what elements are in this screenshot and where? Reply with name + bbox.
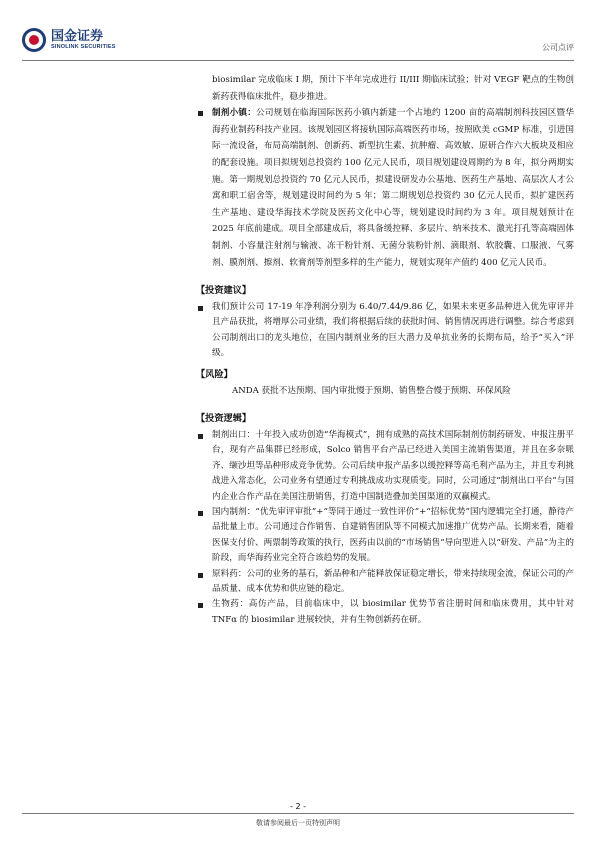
logic-item-export: 制剂出口：十年投入成功创造“华海模式”，拥有成熟的高技术国际制剂仿制药研发、申报注册平台，现有产品集群已经形成，Solco 销售平台产品已经进入美国主流销售渠道，并且在多奈哌齐、缬沙坦等品种形成竞争优势。公司后续申报产品多以缓控释等高毛利产品为主，并且专利挑战进入常态化，公司业务有望通过专利挑战成功实现质变。同时，公司通过“制剂出口平台”与国内企业合作产品在美国注册销售，打造中国制造叠加美国渠道的双赢模式。 (196, 428, 574, 505)
footer-divider (22, 813, 574, 814)
logo-cn-text: 国金证券 (51, 29, 104, 44)
main-content (196, 72, 574, 628)
investment-paragraph: 我们预计公司 17-19 年净利润分别为 6.40/7.44/9.86 亿，如果未来更多品种进入优先审评并且产品获批，将增厚公司业绩，我们将根据后续的获批时间、销售情况再进行调整。综合考虑到公司制剂出口的龙头地位，在国内制剂业务的巨大潜力及单抗业务的长期布局，给予“买入”评级。 (196, 300, 574, 362)
logic-item-bio: 生物药：高仿产品，目前临床中，以 biosimilar 优势节省注册时间和临床费用，其中针对 TNFα 的 biosimilar 进展较快，并有生物创新药在研。 (196, 597, 574, 628)
logic-item-domestic: 国内制剂：“优先审评审批”+“等同于通过一致性评价”+“招标优势”国内逻辑完全打通，静待产品批量上市。公司通过合作销售、自建销售团队等不同模式加速推广优势产品。长期来看，随着医保支付价、两票制等政策的执行，医药由以前的“市场销售”导向型进入以“研发、产品”为主的阶段，而华海药业完全符合该趋势的发展。 (196, 505, 574, 567)
risk-paragraph: ANDA 获批不达预期、国内审批慢于预期、销售整合慢于预期、环保风险 (232, 385, 511, 396)
company-logo (22, 28, 116, 52)
town-paragraph (196, 105, 574, 271)
footer-disclaimer: 敬请参阅最后一页特别声明 (256, 819, 340, 827)
logo-icon (22, 28, 46, 52)
investment-title: 【投资建议】 (196, 285, 252, 297)
header-divider (22, 60, 574, 61)
town-label: 制剂小镇： (212, 108, 257, 119)
risk-title: 【风险】 (196, 369, 233, 381)
page-number: - 2 - (290, 802, 306, 811)
town-text: 公司规划在临海国际医药小镇内新建一个占地约 1200 亩的高端制剂科技园区暨华海药业制药科技产业园。该规划园区将接轨国际高端医药市场，按照欧美 cGMP 标准，引进国际一流设备，布局高端制剂、创新药、新型抗生素、抗肿瘤、高效敏、原研合作六大板块及相应的配套设施。项目拟规划总投资约 100 亿元人民币，项目规划建设周期约为 8 年，拟分两期实施。第一期规划总投资约 70 亿元人民币，拟建设研发办公基地、医药生产基地、高层次人才公寓和职工宿舍等，规划建设时间约为 5 年；第二期规划总投资约 30 亿元人民币，拟扩建医药生产基地、建设华海技术学院及医药文化中心等，规划建设时间约为 3 年。项目规划预计在 2025 年底前建成。项目全部建成后，将具备缓控释、多层片、纳米技术、激光打孔等高端固体制剂、小容量注射剂与输液、冻干粉针剂、无菌分装粉针剂、滴眼剂、软胶囊、口服液、气雾剂、膜剂剂、擦剂、软膏剂等剂型多样的生产能力，规划实现年产值约 400 亿元人民币。 (212, 108, 574, 268)
doc-type-label: 公司点评 (542, 43, 574, 52)
logic-item-api: 原料药：公司的业务的基石，新品种和产能释放保证稳定增长，带来持续现金流，保证公司的产品质量、成本优势和供应链的稳定。 (196, 567, 574, 598)
page-header (22, 28, 574, 60)
logo-en-text: SINOLINK SECURITIES (51, 44, 116, 50)
intro-paragraph: biosimilar 完成临床 I 期，预计下半年完成进行 II/III 期临床试验；针对 VEGF 靶点的生物创新药获得临床批件，稳步推进。 (212, 75, 574, 102)
logic-title: 【投资逻辑】 (196, 413, 252, 425)
